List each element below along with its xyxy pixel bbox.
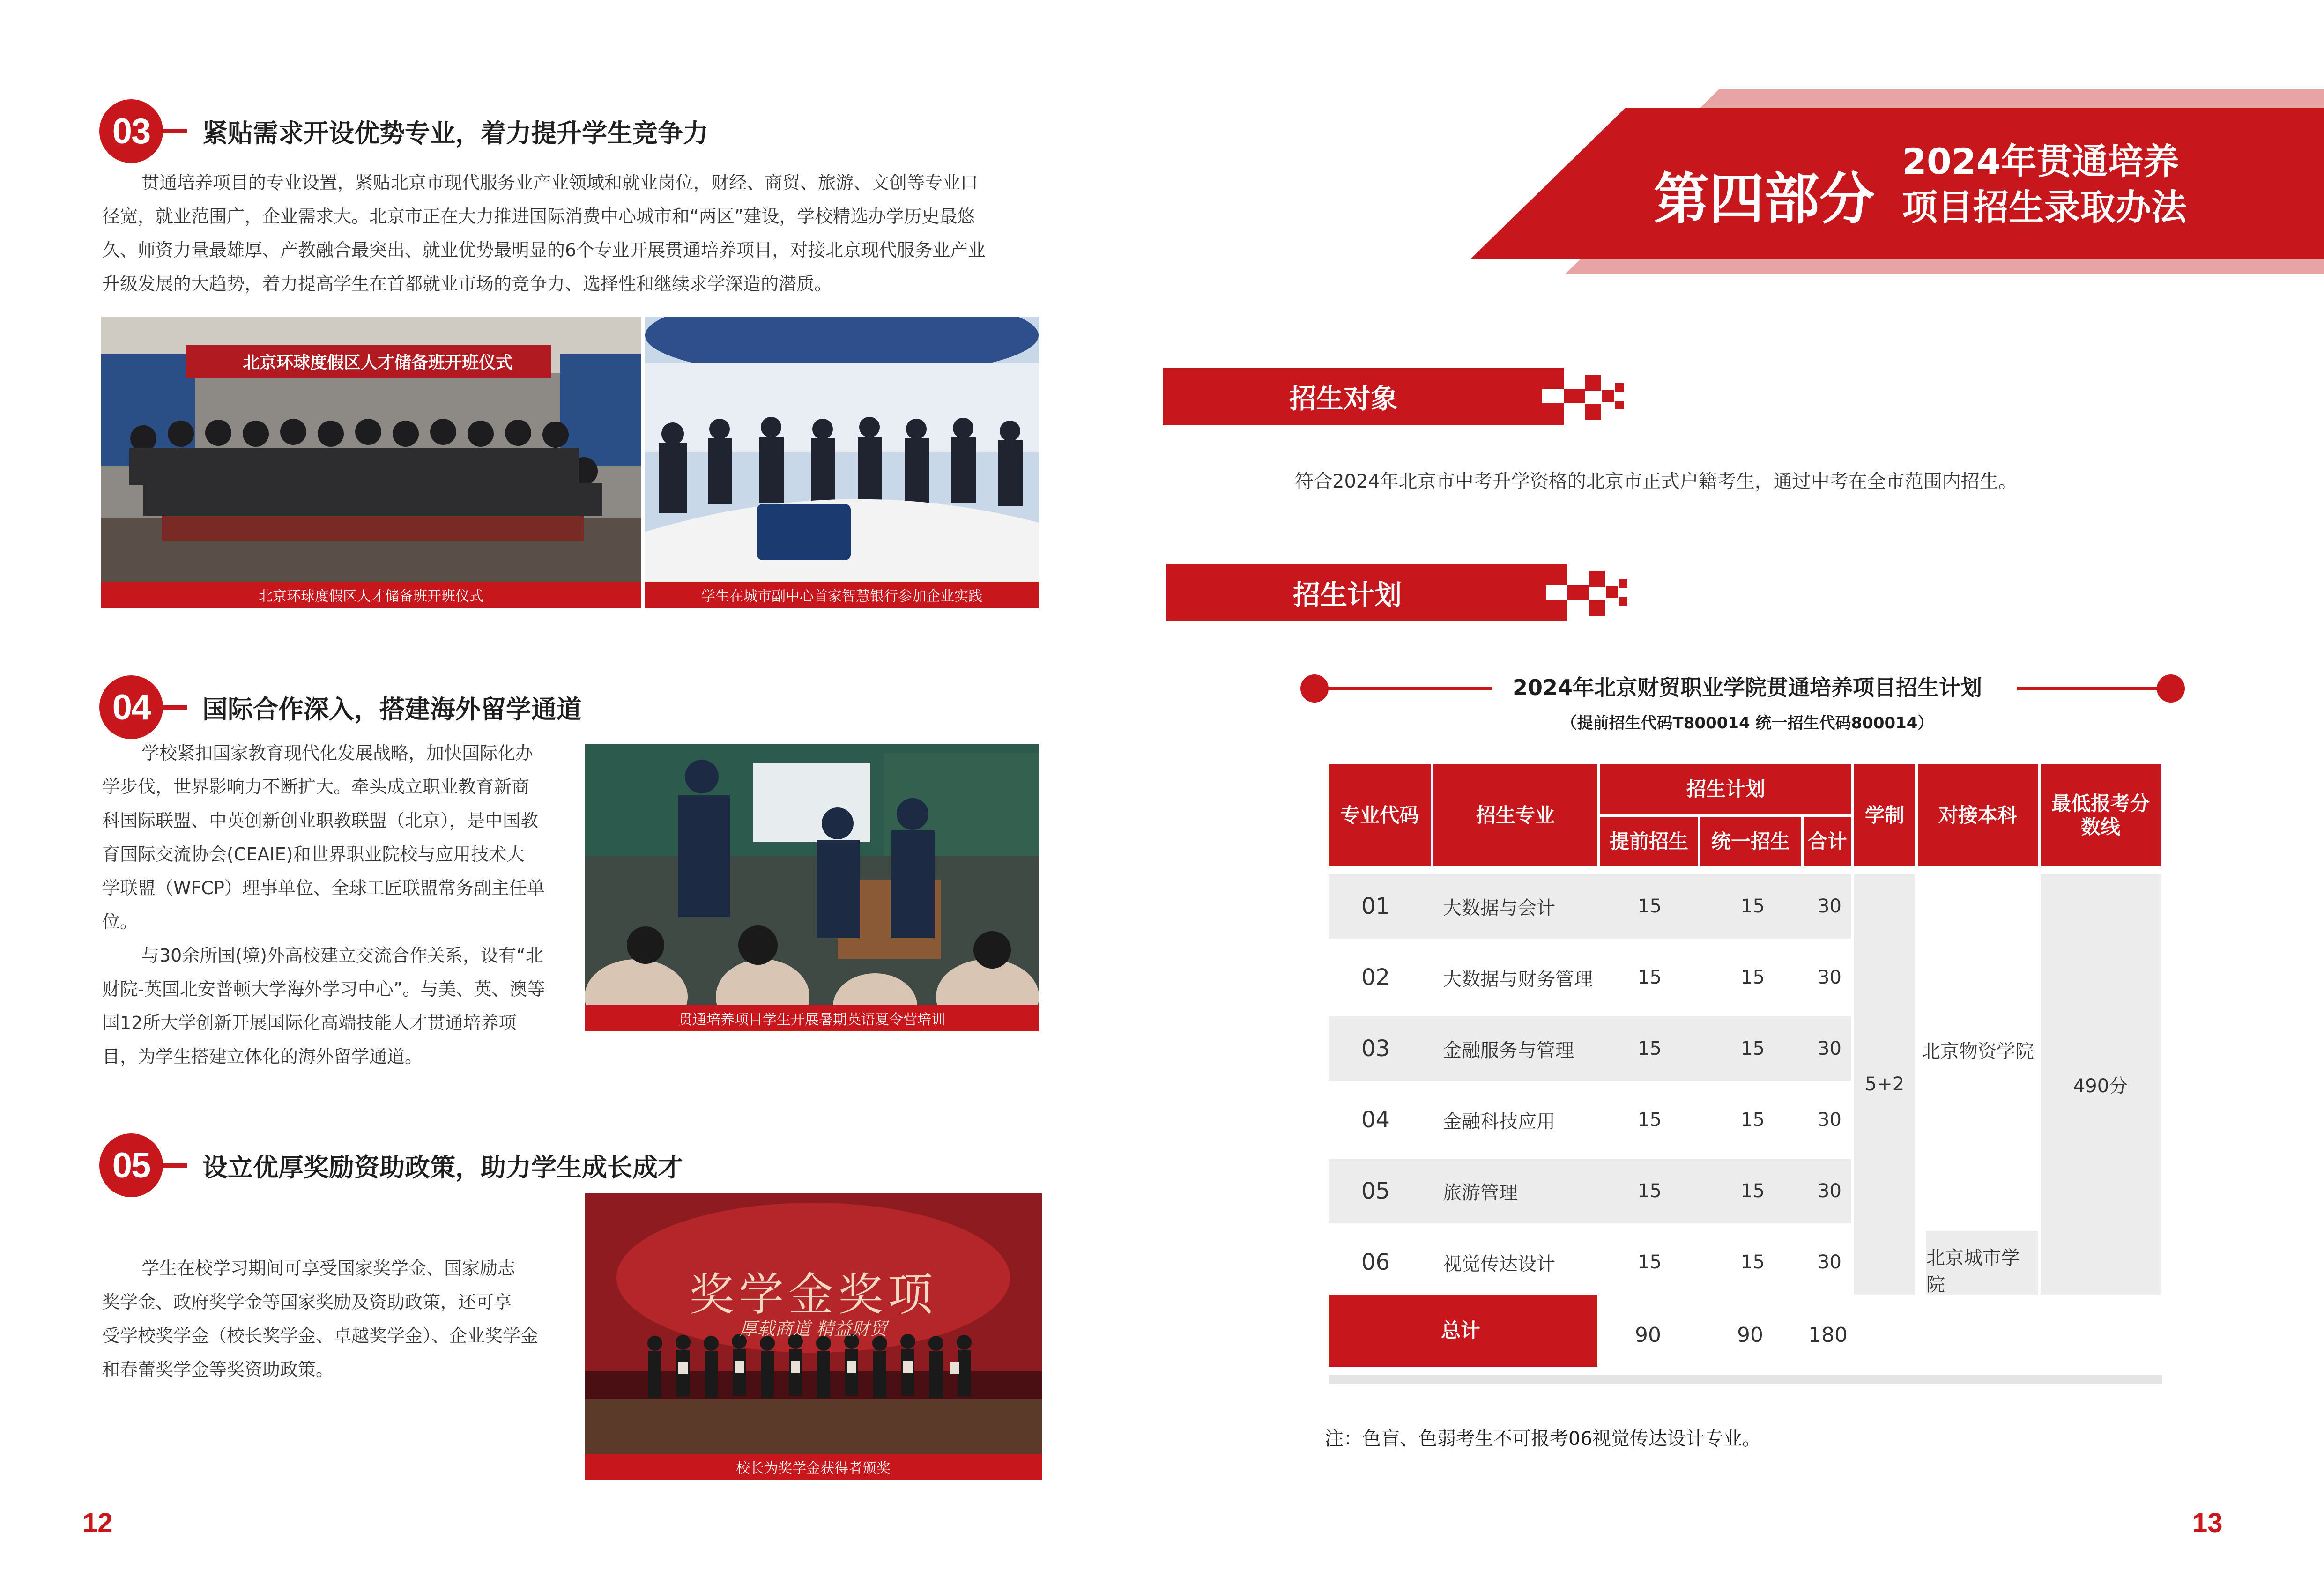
pixel-decoration [1567, 585, 1589, 600]
cell-min-score: 490分 [2073, 1075, 2128, 1097]
section-title: 设立优厚奖励资助政策，助力学生成长成才 [202, 1152, 683, 1182]
row-band [1329, 1016, 1851, 1081]
paragraph-line: 升级发展的大趋势，着力提高学生在首都就业市场的竞争力、选择性和继续求学深造的潜质。 [102, 274, 832, 294]
header-min-score: 最低报考分数线 [2041, 764, 2161, 866]
total-sum: 180 [1808, 1323, 1848, 1347]
row-band [1329, 1159, 1851, 1223]
cell-unified: 15 [1741, 1251, 1765, 1273]
photo-caption: 学生在城市副中心首家智慧银行参加企业实践 [645, 582, 1039, 608]
paragraph-line: 学步伐，世界影响力不断扩大。牵头成立职业教育新商 [102, 777, 530, 797]
cell-unified: 15 [1741, 1109, 1765, 1131]
header-system: 学制 [1854, 764, 1915, 866]
header-major-code: 专业代码 [1329, 764, 1431, 866]
paragraph-line: 径宽，就业范围广，企业需求大。北京市正在大力推进国际消费中心城市和“两区”建设，学校精选办学历史最悠 [102, 206, 975, 227]
total-early: 90 [1635, 1323, 1661, 1347]
cell-major: 视觉传达设计 [1443, 1253, 1555, 1275]
paragraph-line: 受学校奖学金（校长奖学金、卓越奖学金）、企业奖学金 [102, 1325, 539, 1346]
cell-unified: 15 [1741, 1038, 1765, 1059]
paragraph-line: 财院-英国北安普顿大学海外学习中心”。与美、英、澳等 [102, 979, 545, 1000]
page-number-right: 13 [2192, 1508, 2223, 1538]
cell-early: 15 [1638, 1109, 1662, 1131]
section-05-paragraph [102, 1251, 571, 1386]
subheading-enrollment-plan [1166, 564, 1546, 621]
photo-scholarship-award [585, 1193, 1042, 1480]
paragraph-line: 国12所大学创新开展国际化高端技能人才贯通培养项 [102, 1013, 517, 1033]
photo-caption: 校长为奖学金获得者颁奖 [585, 1454, 1042, 1480]
paragraph-line: 学生在校学习期间可享受国家奖学金、国家励志 [141, 1258, 516, 1279]
award-stage-slogan: 厚载商道 精益财贸 [739, 1318, 888, 1339]
photo-talent-class-ceremony [101, 317, 641, 608]
header-unified: 统一招生 [1700, 817, 1801, 866]
chapter-title-line2: 项目招生录取办法 [1902, 186, 2187, 228]
total-unified: 90 [1737, 1323, 1763, 1347]
subheading-label: 招生计划 [1293, 579, 1402, 611]
table-bottom-rule [1329, 1375, 2162, 1384]
table-subtitle: （提前招生代码T800014 统一招生代码800014） [1561, 714, 1934, 733]
cell-subtotal: 30 [1818, 1251, 1841, 1273]
cell-early: 15 [1638, 1180, 1662, 1202]
section-04-heading [99, 674, 582, 740]
pixel-decoration [1615, 401, 1624, 409]
header-early: 提前招生 [1600, 817, 1698, 866]
section-03-paragraph [102, 166, 1044, 301]
row-band [1329, 874, 1851, 939]
pixel-decoration [1619, 579, 1627, 588]
section-number-badge: 05 [99, 1133, 163, 1197]
pixel-decoration [1564, 389, 1585, 403]
paragraph-line: 与30余所国(境)外高校建立交流合作关系，设有“北 [141, 945, 543, 966]
paragraph-line: 久、师资力量最雄厚、产教融合最突出、就业优势最明显的6个专业开展贯通培养项目，对接北京现代服务业产业 [102, 240, 986, 260]
paragraph-line: 和春蕾奖学金等奖资助政策。 [102, 1359, 334, 1380]
pixel-decoration [1542, 403, 1564, 425]
pixel-decoration [1589, 571, 1605, 587]
section-03-heading [99, 98, 708, 164]
pixel-decoration [1546, 600, 1567, 621]
paragraph-line: 位。 [102, 911, 138, 932]
cell-subtotal: 30 [1818, 1109, 1841, 1131]
cell-code: 05 [1361, 1178, 1390, 1204]
cell-early: 15 [1638, 1038, 1662, 1059]
heading-dash [163, 705, 187, 710]
chapter-part-label: 第四部分 [1654, 167, 1875, 231]
heading-dash [163, 1163, 187, 1168]
cell-subtotal: 30 [1818, 967, 1841, 988]
cell-early: 15 [1638, 1251, 1662, 1273]
chapter-banner-graphic [1471, 89, 2324, 276]
paragraph-line: 科国际联盟、中英创新创业职教联盟（北京），是中国教 [102, 810, 539, 831]
pixel-decoration [1546, 564, 1567, 585]
cell-unified: 15 [1741, 1180, 1765, 1202]
pixel-decoration [1589, 600, 1605, 616]
cell-bachelor: 北京物资学院 [1922, 1040, 2034, 1062]
section-number-badge: 03 [99, 99, 163, 163]
paragraph-line: 奖学金、政府奖学金等国家奖励及资助政策，还可享 [102, 1292, 512, 1312]
subheading-label: 招生对象 [1289, 383, 1398, 415]
header-bachelor: 对接本科 [1918, 764, 2038, 866]
cell-major: 金融服务与管理 [1443, 1039, 1574, 1061]
header-subtotal: 合计 [1804, 817, 1851, 866]
pixel-decoration [1619, 597, 1627, 606]
table-note: 注：色盲、色弱考生不可报考06视觉传达设计专业。 [1325, 1428, 1761, 1450]
heading-dash [163, 129, 187, 133]
subheading-enrollment-target [1163, 368, 1542, 425]
cell-early: 15 [1638, 896, 1662, 917]
smart-bank-scene-image [645, 317, 1039, 608]
cell-subtotal: 30 [1818, 896, 1841, 917]
section-title: 紧贴需求开设优势专业，着力提升学生竞争力 [202, 118, 708, 148]
paragraph-line: 学联盟（WFCP）理事单位、全球工匠联盟常务副主任单 [102, 878, 545, 898]
section-05-heading [99, 1133, 683, 1198]
page-number-left: 12 [82, 1508, 113, 1538]
cell-code: 02 [1361, 964, 1390, 991]
pixel-decoration [1606, 586, 1618, 598]
section-title: 国际合作深入，搭建海外留学通道 [202, 694, 582, 724]
enrollment-target-text: 符合2024年北京市中考升学资格的北京市正式户籍考生，通过中考在全市范围内招生。 [1295, 471, 2017, 492]
enrollment-plan-table [1329, 764, 2162, 1392]
section-04-paragraph [102, 736, 571, 1074]
pixel-decoration [1542, 368, 1564, 389]
cell-unified: 15 [1741, 896, 1765, 917]
table-title: 2024年北京财贸职业学院贯通培养项目招生计划 [1512, 675, 1982, 700]
cell-code: 06 [1361, 1249, 1390, 1275]
cell-code: 01 [1361, 893, 1390, 919]
cell-early: 15 [1638, 967, 1662, 988]
award-stage-title: 奖学金奖项 [689, 1268, 937, 1321]
cell-unified: 15 [1741, 967, 1765, 988]
cell-code: 04 [1361, 1107, 1390, 1133]
pixel-decoration [1585, 404, 1601, 420]
paragraph-line: 目，为学生搭建立体化的海外留学通道。 [102, 1046, 423, 1067]
cell-subtotal: 30 [1818, 1038, 1841, 1059]
header-plan: 招生计划 [1600, 764, 1851, 814]
pixel-decoration [1585, 375, 1601, 391]
cell-system: 5+2 [1864, 1074, 1905, 1095]
pixel-decoration [1602, 390, 1614, 402]
paragraph-line: 育国际交流协会(CEAIE)和世界职业院校与应用技术大 [102, 844, 525, 865]
cell-major: 旅游管理 [1443, 1182, 1518, 1204]
cell-major: 大数据与会计 [1443, 897, 1555, 919]
section-number-badge: 04 [99, 675, 163, 739]
summer-camp-scene-image [585, 744, 1039, 1031]
photo-banner-text: 北京环球度假区人才储备班开班仪式 [242, 353, 512, 372]
paragraph-line: 学校紧扣国家教育现代化发展战略，加快国际化办 [141, 743, 534, 763]
pixel-decoration [1615, 383, 1624, 392]
header-major: 招生专业 [1433, 764, 1597, 866]
chapter-title-line1: 2024年贯通培养 [1902, 141, 2179, 182]
photo-caption: 北京环球度假区人才储备班开班仪式 [101, 582, 641, 608]
photo-caption: 贯通培养项目学生开展暑期英语夏令营培训 [585, 1005, 1039, 1031]
paragraph-line: 贯通培养项目的专业设置，紧贴北京市现代服务业产业领域和就业岗位，财经、商贸、旅游、文创等专业口 [141, 172, 979, 193]
cell-major: 大数据与财务管理 [1443, 968, 1593, 990]
photo-english-summer-camp [585, 744, 1039, 1031]
cell-major: 金融科技应用 [1443, 1111, 1555, 1133]
total-label: 总计 [1329, 1295, 1597, 1367]
cell-subtotal: 30 [1818, 1180, 1841, 1202]
photo-smart-bank-practice [645, 317, 1039, 608]
cell-bachelor: 北京城市学院 [1926, 1247, 2020, 1296]
cell-code: 03 [1361, 1036, 1390, 1062]
